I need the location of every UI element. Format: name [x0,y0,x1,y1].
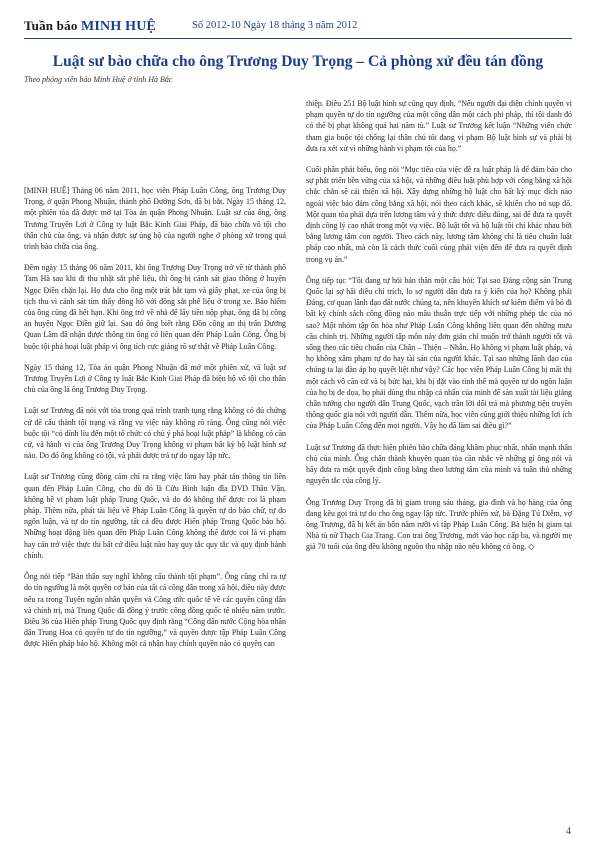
left-column [24,185,286,660]
masthead-name: MINH HUỆ [80,19,157,34]
paragraph: Ông tiếp tục “Tôi đang tự hỏi bản thân một câu hỏi: Tại sao Đảng cộng sản Trung Quốc lại sợ hãi điều chỉ trích, lo sợ người dân đưa ra ý kiến của họ? Không phải Đảng, cơ quan lãnh đạo đất nước chúng ta, nên khuyến khích sự kiểm điểm và bỏ đi bất kỳ chính sách công đồng nào mâu thuẫn trực tiếp với những phép tắc của nó sao? Một nhóm tập ôn hòa như Pháp Luân Công không liên quan đến những mưu cầu chính trị. Những người tập môn này đơn giản chỉ muốn trở thành người tốt và sống theo các tiêu chuẩn của Chân – Thiện – Nhẫn. Họ không vi phạm luật pháp, và họ không xâm phạm tự do hay tài sản của người khác. Tại sao những lãnh đạo của chúng ta lại đàn áp họ quyết liệt như vậy? Các học viên Pháp Luân Công bị mất thị một cách vô căn cứ và bị bức hại, khi bị đặt vào tình thế mà quyền tự do ngôn luận của họ bị đe dọa, họ phải dùng thu nhập cá nhân của mình để sản xuất tài liệu giảng chân tướng cho người dân Trung Quốc, vạch trần lời dối trá mà phương tiện truyền thông quốc gia nói với người dân. Thêm nữa, học viên cũng giới thiệu những lợi ích của Pháp Luân Công đến mọi người. Vậy họ đã làm sai điều gì?” [306,275,572,431]
article-byline: Theo phóng viên báo Minh Huệ ở tỉnh Hà Bắc [24,75,173,84]
page-number: 4 [566,826,571,837]
paragraph: [MINH HUỆ] Tháng 06 năm 2011, học viên Pháp Luân Công, ông Trương Duy Trọng, ở quận Phong Nhuận, thành phố Đường Sơn, đã bị bắt. Ngày 15 tháng 12, một phiên tòa đã được mở tại Tòa án quận Phong Nhuận. Luật sư của ông, ông Trương Truyền Lợi ở Công ty luật Bắc Kinh Giai Pháp, đã bào chữa vô tội cho thân chủ của ông, và nhận được sự ủng hộ của người nghe ở phòng xử trong quá trình bào chữa của ông. [24,186,286,252]
paragraph: Ngày 15 tháng 12, Tòa án quận Phong Nhuận đã mở một phiên xử, và luật sư Trương Truyền Lợi ở Công ty luật Bắc Kinh Giai Pháp đã biện hộ vô tội cho thân chủ của ông là ông Trương Duy Trọng. [24,362,286,395]
paragraph-last [306,497,572,553]
right-column [306,98,572,563]
paragraph-text: Ông Trương Duy Trọng đã bị giam trong sáu tháng, gia đình và họ hàng của ông đang kêu gọi trả tự do cho ông ngay lập tức. Trước phiên xử, bà Đặng Tú Diễm, vợ ông Trương, đã bị kết án bốn năm rưỡi vì tập Pháp Luân Công. Bà hiện bị giam tại Nhà tù nữ Thạch Gia Trang. Con trai ông Trương, mới vào học cấp ba, và người mẹ già 70 tuổi của ông đều không nguồn thu nhập nào nếu không có ông. [306,497,572,552]
masthead-prefix: Tuần báo [24,18,81,33]
paragraph: thiệp. Điều 251 Bộ luật hình sự cũng quy định, “Nếu người đại diện chính quyền vi phạm quyền tự do tín ngưỡng của một công dân một cách phi pháp, thì tội danh đó có thể bị phạt không quá hai năm tù.” Luật sư Trương kết luận “Những viên chức tham gia buộc tội chống lại thân chủ tôi đang vi phạm Bộ luật hình sự và phải bị đưa ra xét xử vì những hành vi phạm tội của họ.” [306,99,572,153]
paragraph: Luật sư Trương đã thực hiện phiên bào chữa đáng khâm phục nhất, nhấn mạnh thân chủ của mình. Ông chân thành khuyên quan tòa cần nhắc về những gì ông nói và hãy đưa ra một quyết định công bằng theo lương tâm của mình và tuân thủ những nguyên tắc của công lý. [306,442,572,486]
paragraph: Luật sư Trương cũng đồng cảm chỉ ra rằng việc làm hay phát tán thông tin liên quan đến Pháp Luân Công, cho dù đó là Cửu Bình luận đĩa DVD Thần Vận, không hề vi phạm luật pháp Trung Quốc, và do đó không thể được coi là phạm pháp. Thêm nữa, phát tài liệu về Pháp Luân Công là quyền tự do bào chữ, tự do ngôn luận, và tự do tín ngưỡng, tất cả đều được Hiến pháp Trung Quốc bảo hộ. Những hoạt động liên quan đến Pháp Luân Công không thể được coi là vi phạm hay cản trở việc thực thi bất cứ điều luật nào hay quy tắc quy tắc và quy định hành chính. [24,472,286,560]
paragraph: Đêm ngày 15 tháng 06 năm 2011, khi ông Trương Duy Trọng trở về từ thành phố Tam Hà sau khi đi thu nhặt sắt phế liệu, thì ông bị cảnh sát giao thông ở huyện Ngọc Điền chặn lại. Họ đưa cho ông một trát bắt tạm và giấy phạt, xe của ông bị tịch thu vì cảnh sát tìm thấy đồng hồ với đồng sắt phế liệu ở trong xe. Bảo hiểm của ông cũng đã hết hạn. Khi ông trở về nhà để lấy tiền nộp phạt, ông đã bị công an huyện Ngọc Điền giữ lại. Sau đó ông biết rằng Đồn công an thị trấn Dương Quan Lâm đã nhận được thông tin ông có liên quan đến Pháp Luân Công. Ông bị buộc tội phá hoại luật pháp vì ông tích cực giảng rõ sự thật về Pháp Luân Công. [24,263,286,351]
article-title: Luật sư bào chữa cho ông Trương Duy Trọng – Cả phòng xử đều tán đồng [52,53,544,70]
header-divider [24,38,572,39]
paragraph: Luật sư Trương đã nói với tòa trong quá trình tranh tụng rằng không có đủ chứng cứ để cấu thành tội trạng và rằng vụ việc này không rõ ràng. Ông cũng nói việc buộc tội “có dính líu đến một tổ chức có chủ ý phá hoại luật pháp” là không có căn cứ, và hành vi của ông Trương Duy Trọng không vi phạm bất kỳ bộ luật hình sự nào. Do đó ông không có tội, và phải được trả tự do ngay lập tức. [24,406,286,461]
masthead-bar [24,18,572,36]
end-mark-icon: ◇ [528,542,535,552]
issue-info: Số 2012-10 Ngày 18 tháng 3 năm 2012 [192,20,358,31]
paragraph: Ông nói tiếp “Bản thân suy nghĩ không cấu thành tội phạm”. Ông cũng chỉ ra tự do tín ngưỡng là một quyền cơ bản của tất cả công dân trong xã hội, điều này được nêu ra trong Tuyên ngôn nhân quyền và Công ước quốc tế về các quyền công dân và chính trị, mà Trung Quốc đã đồng ý trước công đồng quốc tế nhiều năm trước. Điều 36 của Hiến pháp Trung Quốc quy định rằng “Công dân nước Cộng hòa nhân dân Trung Hoa có quyền tự do tín ngưỡng,” và quyền được tập Pháp Luân Công được Hiến pháp bảo hộ. Không một cá nhân hay chính quyền nào có quyền can [24,572,287,649]
paragraph: Cuối phần phát biểu, ông nói “Mục tiêu của việc đề ra luật pháp là để đảm bảo cho sự phát triển bền vững của xã hội, và những điều luật phù hợp với công bằng xã hội chắc chắn sẽ cải thiện xã hội. Xây dựng những bộ luật cho bất kỳ mục đích nào ngoài việc bảo đảm công bằng xã hội, nói theo cách khác, sẽ khiến cho nó sụp đổ. Một quan tòa phải dựa trên lương tâm và ý thức được điều đúng, sai để đưa ra quyết định công lý cao nhất trong một vụ việc. Bộ luật tốt và bộ luật tồi chỉ khác nhau bởi bằng lương tâm con người. Theo cách này, lương tâm không chỉ là tiêu chuẩn luật pháp cao nhất, mà còn là cách thức cuối cùng phải viện đến để đưa ra quyết định trong vụ án.” [306,165,572,264]
publication-masthead [24,18,156,35]
